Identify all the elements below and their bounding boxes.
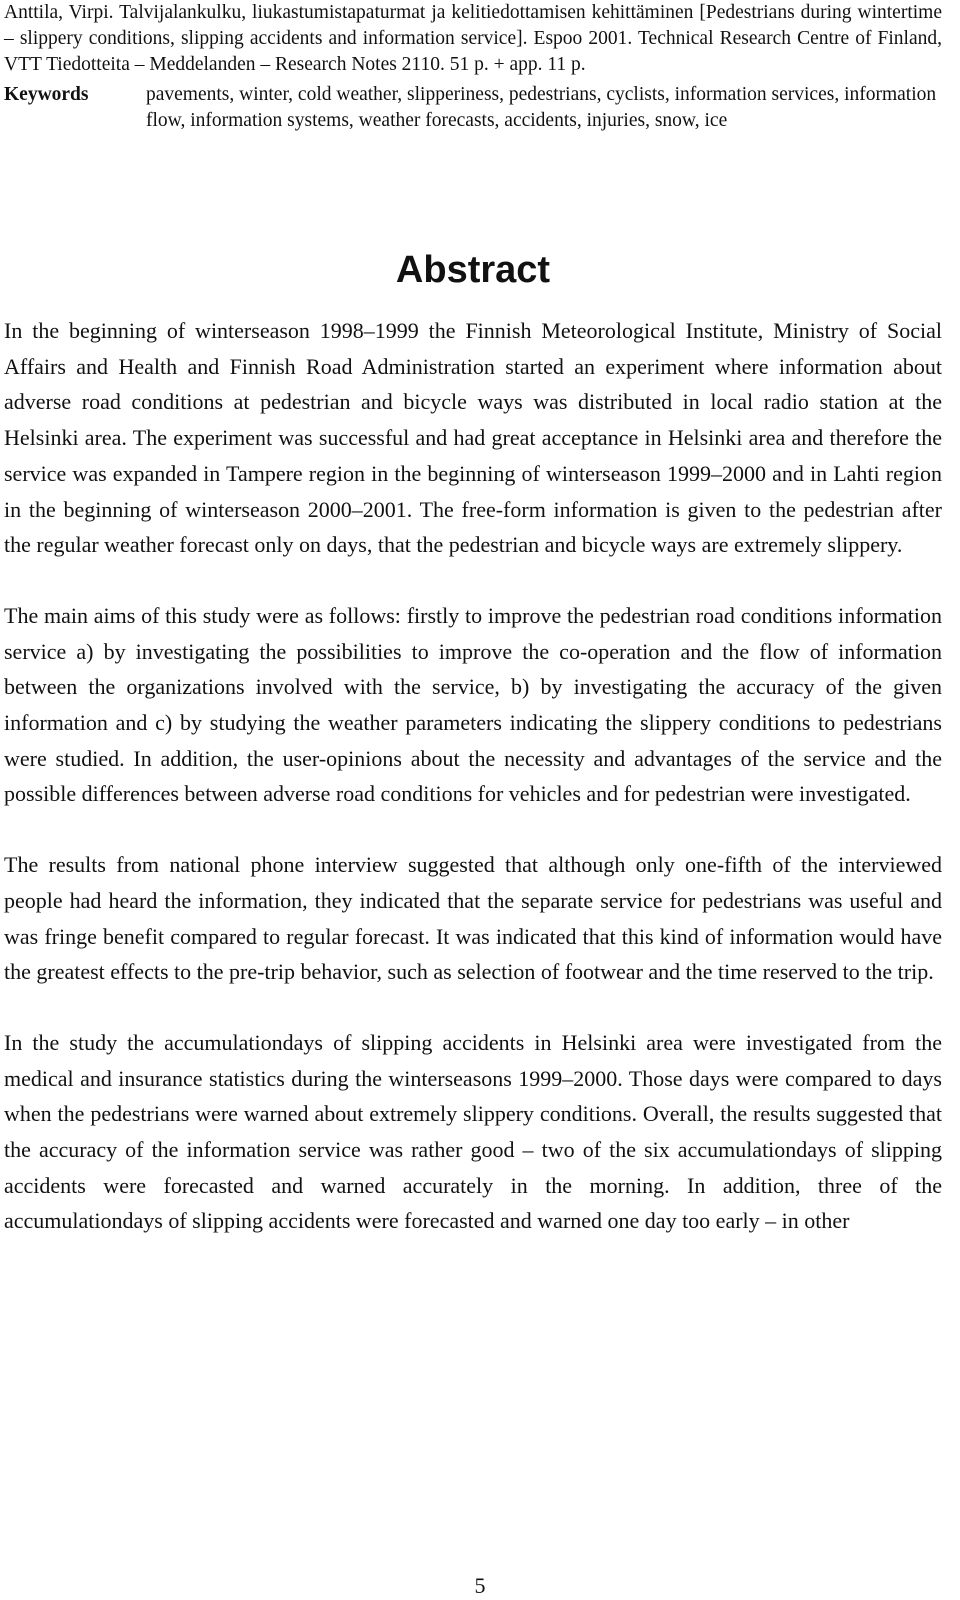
page-number: 5 <box>474 1573 486 1598</box>
abstract-body <box>4 313 942 1239</box>
keywords-label: Keywords <box>4 84 89 105</box>
citation: Anttila, Virpi. Talvijalankulku, liukastumistapaturmat ja kelitiedottamisen kehittäminen [Pedestrians during wintertime – slippery conditions, slipping accidents and information service]. Espoo 2001. Technical Research Centre of Finland, VTT Tiedotteita – Meddelanden – Research Notes 2110. 51 p. + app. 11 p. <box>4 2 942 75</box>
keywords-section <box>4 82 942 134</box>
abstract-paragraph-4: In the study the accumulationdays of slipping accidents in Helsinki area were investigated from the medical and insurance statistics during the winterseasons 1999–2000. Those days were compared to days when the pedestrians were warned about extremely slippery conditions. Overall, the results suggested that the accuracy of the information service was rather good – two of the six accumulationdays of slipping accidents were forecasted and warned accurately in the morning. In addition, three of the accumulationdays of slipping accidents were forecasted and warned one day too early – in other <box>4 1029 942 1234</box>
abstract-paragraph-1: In the beginning of winterseason 1998–1999 the Finnish Meteorological Institute, Ministry of Social Affairs and Health and Finnish Road Administration started an experiment where information about adverse road conditions at pedestrian and bicycle ways was distributed in local radio station at the Helsinki area. The experiment was successful and had great acceptance in Helsinki area and therefore the service was expanded in Tampere region in the beginning of winterseason 1999–2000 and in Lahti region in the beginning of winterseason 2000–2001. The free-form information is given to the pedestrian after the regular weather forecast only on days, that the pedestrian and bicycle ways are extremely slippery. <box>4 318 942 558</box>
abstract-heading: Abstract <box>395 249 551 291</box>
keywords-list: pavements, winter, cold weather, slipperiness, pedestrians, cyclists, information services, information flow, information systems, weather forecasts, accidents, injuries, snow, ice <box>146 84 937 131</box>
abstract-paragraph-2: The main aims of this study were as follows: firstly to improve the pedestrian road conditions information service a) by investigating the possibilities to improve the co-operation and the flow of information between the organizations involved with the service, b) by investigating the accuracy of the given information and c) by studying the weather parameters indicating the slippery conditions to pedestrians were studied. In addition, the user-opinions about the necessity and advantages of the service and the possible differences between adverse road conditions for vehicles and for pedestrian were investigated. <box>4 602 942 807</box>
abstract-paragraph-3: The results from national phone interview suggested that although only one-fifth of the interviewed people had heard the information, they indicated that the separate service for pedestrians was useful and was fringe benefit compared to regular forecast. It was indicated that this kind of information would have the greatest effects to the pre-trip behavior, such as selection of footwear and the time reserved to the trip. <box>4 852 942 985</box>
